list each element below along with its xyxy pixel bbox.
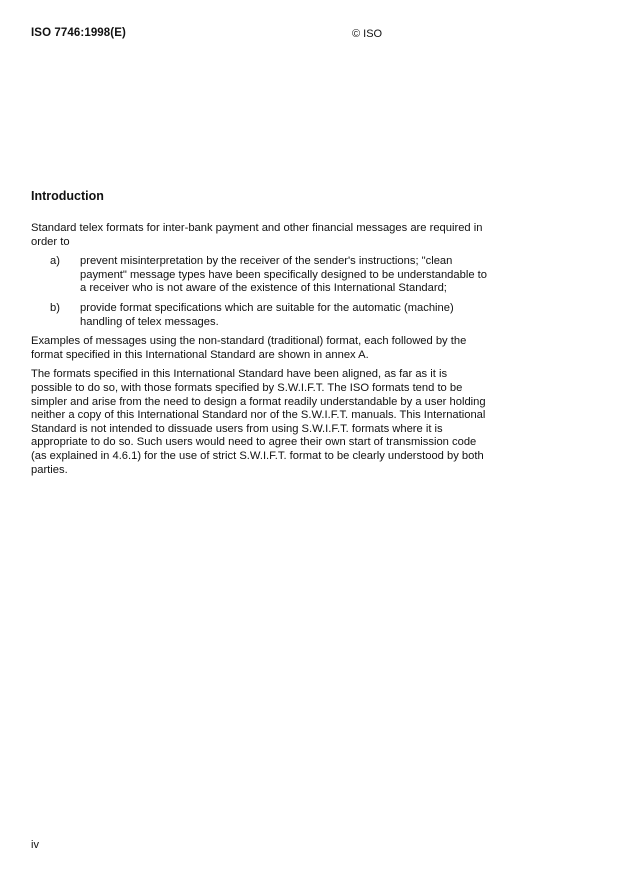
- requirements-list: [31, 255, 491, 329]
- examples-paragraph: Examples of messages using the non-standard (traditional) format, each followed by the format specified in this International Standard are shown in annex A.: [31, 335, 467, 361]
- formats-paragraph: The formats specified in this International Standard have been aligned, as far as it is possible to do so, with those formats specified by S.W.I.F.T. The ISO formats tend to be simpler and arise from the need to design a format readily understandable by a user holding neither a copy of this International Standard nor of the S.W.I.F.T. manuals. This International Standard is not intended to dissuade users from using S.W.I.F.T. formats where it is appropriate to do so. Such users would need to agree their own start of transmission code (as explained in 4.6.1) for the use of strict S.W.I.F.T. format to be clearly understood by both parties.: [31, 368, 486, 476]
- copyright-notice: © ISO: [352, 28, 383, 40]
- list-item-text: provide format specifications which are suitable for the automatic (machine) handling of telex messages.: [80, 301, 454, 328]
- list-item: [31, 302, 491, 329]
- document-id: ISO 7746:1998(E): [31, 27, 126, 39]
- section-title: Introduction: [31, 189, 104, 203]
- page-number: iv: [31, 839, 39, 851]
- list-item-text: prevent misinterpretation by the receiver of the sender's instructions; "clean payment" message types have been specifically designed to be understandable to a receiver who is not aware of the existence of this International Standard;: [80, 255, 487, 295]
- list-marker: a): [50, 255, 60, 268]
- list-item: [31, 255, 491, 296]
- list-marker: b): [50, 301, 60, 314]
- body-text: [31, 222, 491, 483]
- intro-paragraph: Standard telex formats for inter-bank payment and other financial messages are required in order to: [31, 222, 483, 248]
